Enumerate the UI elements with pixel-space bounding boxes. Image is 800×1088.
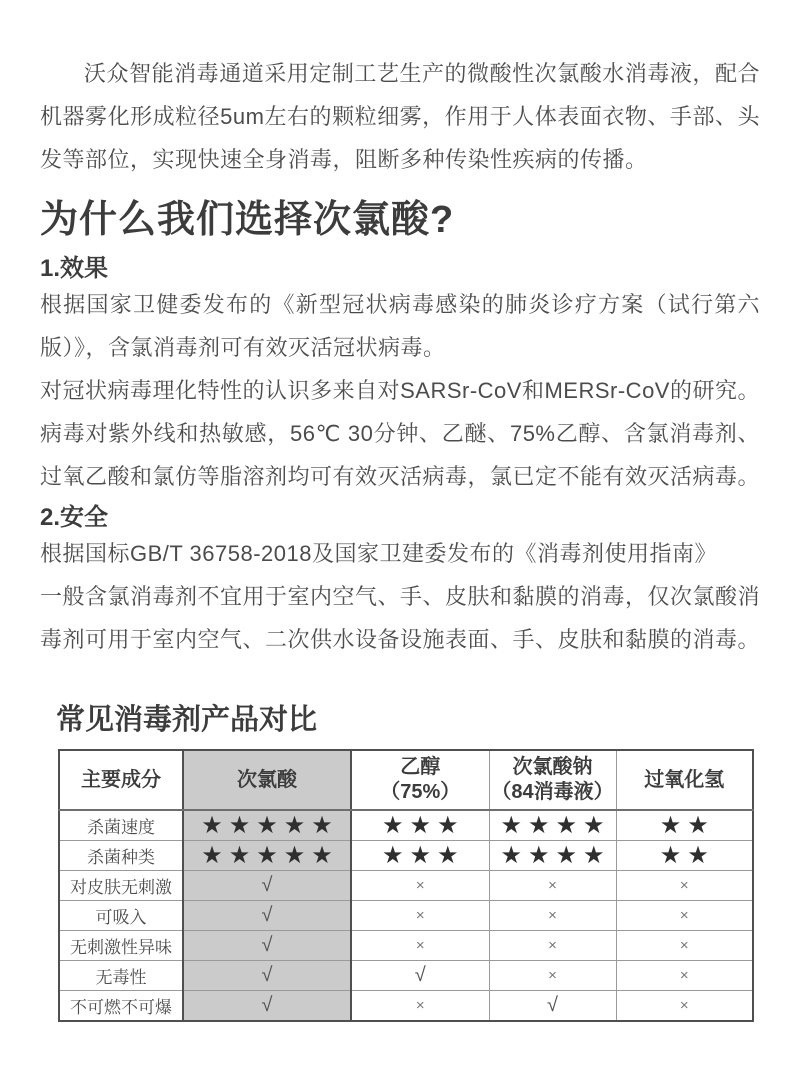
star-rating-cell: ★★ bbox=[616, 841, 753, 871]
row-label: 可吸入 bbox=[59, 901, 183, 931]
comparison-table bbox=[58, 749, 754, 1022]
check-cross-cell: × bbox=[351, 931, 489, 961]
check-cross-cell: √ bbox=[489, 991, 616, 1022]
column-header-ingredient bbox=[59, 750, 183, 810]
row-label: 杀菌种类 bbox=[59, 841, 183, 871]
main-heading: 为什么我们选择次氯酸? bbox=[40, 199, 455, 241]
check-cross-cell: √ bbox=[183, 871, 351, 901]
row-label: 无刺激性异味 bbox=[59, 931, 183, 961]
table-row-sterilization-speed bbox=[59, 810, 753, 841]
section-safety-heading: 2.安全 bbox=[40, 504, 109, 531]
check-cross-cell: √ bbox=[183, 961, 351, 991]
check-cross-cell: × bbox=[616, 901, 753, 931]
check-cross-cell: √ bbox=[183, 931, 351, 961]
effect-paragraph-1: 根据国家卫健委发布的《新型冠状病毒感染的肺炎诊疗方案（试行第六版）》，含氯消毒剂可有效灭活冠状病毒。 bbox=[40, 292, 760, 360]
effect-paragraph-2: 对冠状病毒理化特性的认识多来自对SARSr-CoV和MERSr-CoV的研究。病毒对紫外线和热敏感，56℃ 30分钟、乙醚、75%乙醇、含氯消毒剂、过氧乙酸和氯仿等脂溶剂均可有效灭活病毒，氯已定不能有效灭活病毒。 bbox=[40, 378, 761, 489]
check-cross-cell: × bbox=[489, 871, 616, 901]
column-header-label: 乙醇 bbox=[400, 756, 441, 778]
check-cross-cell: √ bbox=[183, 901, 351, 931]
star-rating-cell: ★★★★★ bbox=[183, 841, 351, 871]
column-header-sublabel: （75%） bbox=[380, 781, 461, 803]
check-cross-cell: × bbox=[489, 901, 616, 931]
check-cross-cell: × bbox=[351, 991, 489, 1022]
check-cross-cell: × bbox=[351, 901, 489, 931]
star-rating-cell: ★★★★ bbox=[489, 810, 616, 841]
column-header-ethanol bbox=[351, 750, 489, 810]
table-row-non-flammable-non-explosive bbox=[59, 991, 753, 1022]
row-label: 无毒性 bbox=[59, 961, 183, 991]
check-cross-cell: × bbox=[351, 871, 489, 901]
row-label: 杀菌速度 bbox=[59, 810, 183, 841]
column-header-sublabel: （84消毒液） bbox=[491, 781, 614, 803]
check-cross-cell: × bbox=[616, 931, 753, 961]
star-rating-cell: ★★★ bbox=[351, 810, 489, 841]
table-row-no-skin-irritation bbox=[59, 871, 753, 901]
safety-paragraph-2: 一般含氯消毒剂不宜用于室内空气、手、皮肤和黏膜的消毒，仅次氯酸消毒剂可用于室内空气、二次供水设备设施表面、手、皮肤和黏膜的消毒。 bbox=[40, 584, 761, 652]
check-cross-cell: × bbox=[616, 991, 753, 1022]
comparison-table-title: 常见消毒剂产品对比 bbox=[56, 704, 318, 736]
column-header-label: 过氧化氢 bbox=[644, 768, 725, 791]
column-header-label: 次氯酸 bbox=[237, 768, 297, 791]
star-rating-cell: ★★ bbox=[616, 810, 753, 841]
column-header-label: 主要成分 bbox=[81, 768, 161, 791]
row-label: 不可燃不可爆 bbox=[59, 991, 183, 1022]
column-header-sodium-hypochlorite bbox=[489, 750, 616, 810]
table-row-inhalable bbox=[59, 901, 753, 931]
star-rating-cell: ★★★ bbox=[351, 841, 489, 871]
column-header-label: 次氯酸钠 bbox=[512, 756, 593, 778]
table-row-non-toxic bbox=[59, 961, 753, 991]
check-cross-cell: × bbox=[489, 961, 616, 991]
safety-paragraph-1: 根据国标GB/T 36758-2018及国家卫建委发布的《消毒剂使用指南》 bbox=[40, 541, 717, 566]
header-row bbox=[59, 750, 753, 810]
star-rating-cell: ★★★★ bbox=[489, 841, 616, 871]
table-row-no-irritating-odor bbox=[59, 931, 753, 961]
check-cross-cell: × bbox=[616, 871, 753, 901]
star-rating-cell: ★★★★★ bbox=[183, 810, 351, 841]
table-row-sterilization-types bbox=[59, 841, 753, 871]
check-cross-cell: × bbox=[489, 931, 616, 961]
check-cross-cell: √ bbox=[351, 961, 489, 991]
column-header-hypochlorous-acid bbox=[183, 750, 351, 810]
row-label: 对皮肤无刺激 bbox=[59, 871, 183, 901]
column-header-hydrogen-peroxide bbox=[616, 750, 753, 810]
intro-paragraph: 沃众智能消毒通道采用定制工艺生产的微酸性次氯酸水消毒液，配合机器雾化形成粒径5um左右的颗粒细雾，作用于人体表面衣物、手部、头发等部位，实现快速全身消毒，阻断多种传染性疾病的传播。 bbox=[40, 61, 760, 172]
check-cross-cell: × bbox=[616, 961, 753, 991]
check-cross-cell: √ bbox=[183, 991, 351, 1022]
section-effect-heading: 1.效果 bbox=[40, 255, 109, 282]
